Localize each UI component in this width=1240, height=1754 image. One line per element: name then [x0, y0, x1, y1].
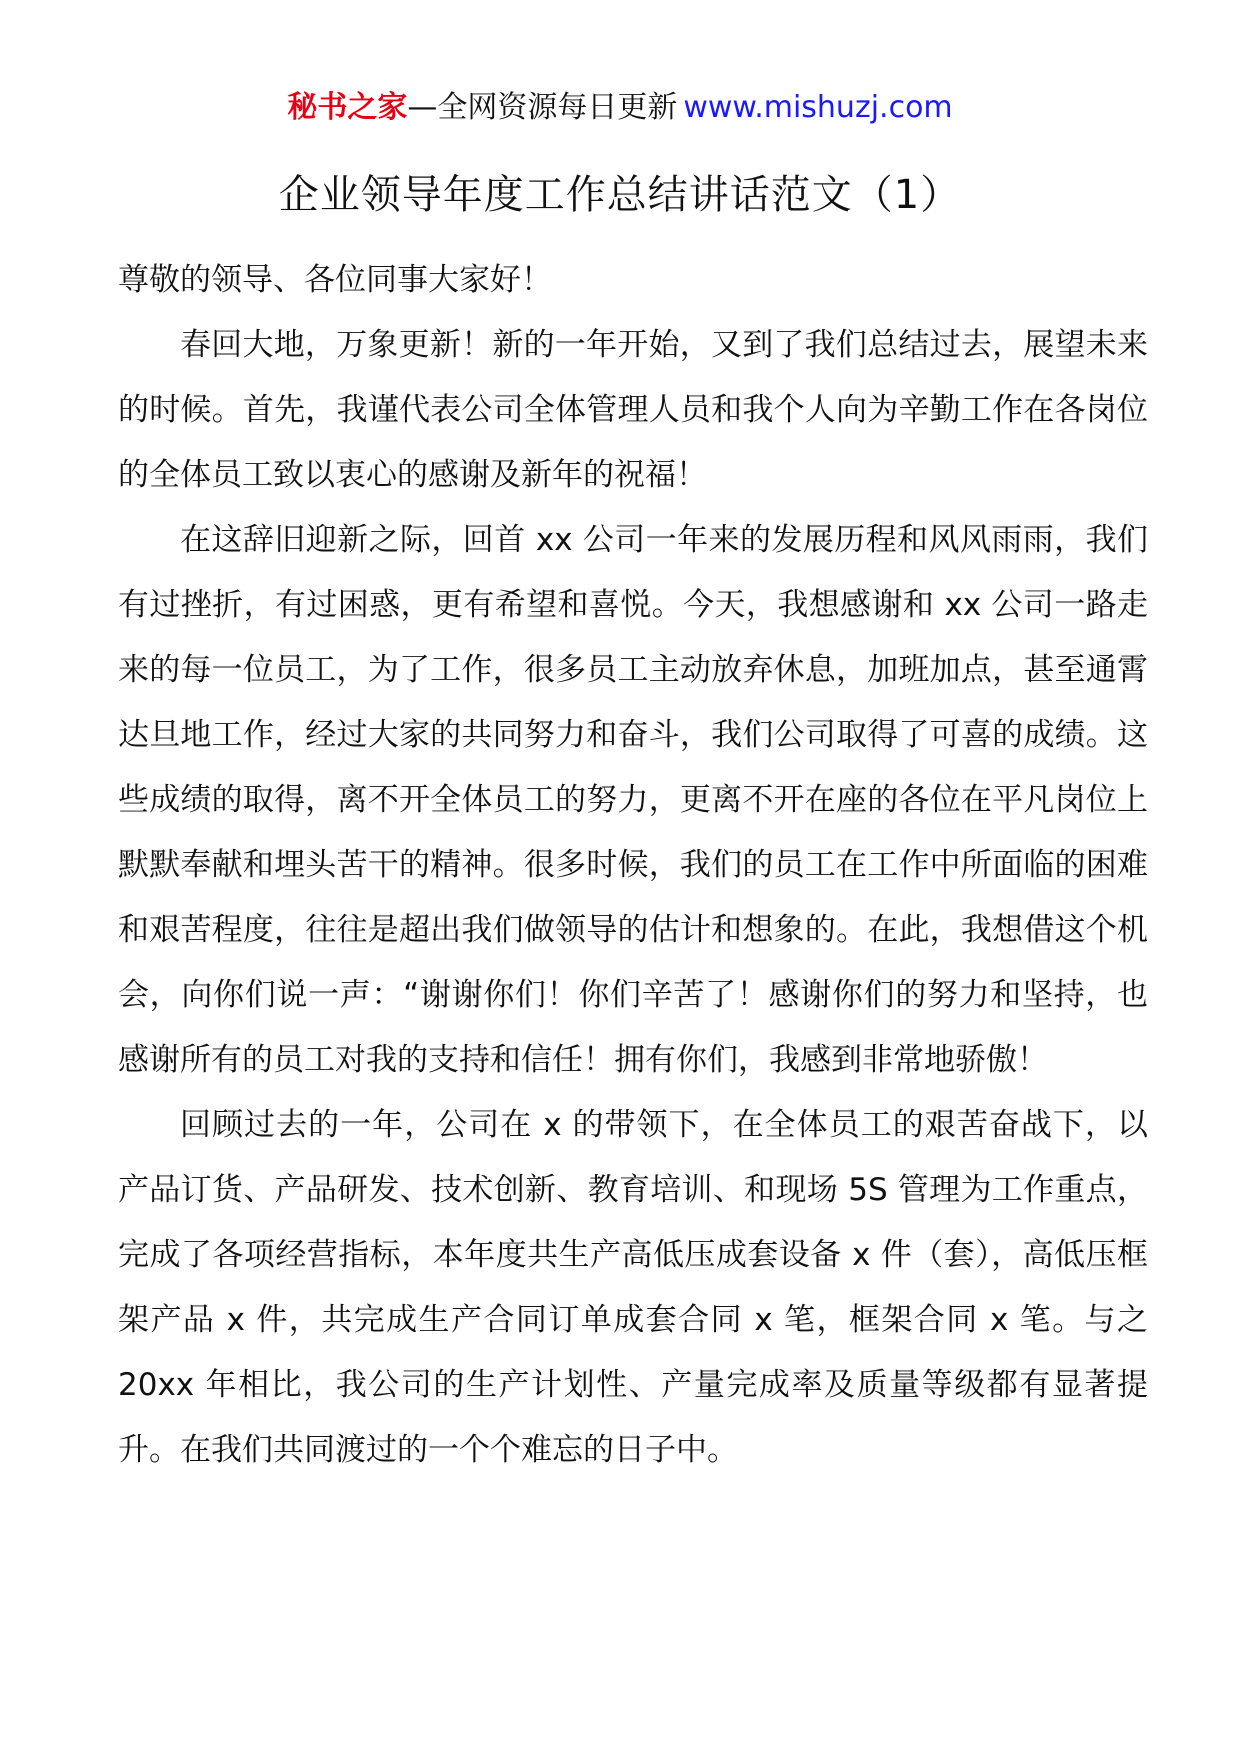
body-paragraph-2: 在这辞旧迎新之际，回首 xx 公司一年来的发展历程和风风雨雨，我们有过挫折，有过困惑，更有希望和喜悦。今天，我想感谢和 xx 公司一路走来的每一位员工，为了工作，很多员工主动放弃休息，加班加点，甚至通霄达旦地工作，经过大家的共同努力和奋斗，我们公司取得了可喜的成绩。这些成绩的取得，离不开全体员工的努力，更离不开在座的各位在平凡岗位上默默奉献和埋头苦干的精神。很多时候，我们的员工在工作中所面临的困难和艰苦程度，往往是超出我们做领导的估计和想象的。在此，我想借这个机会，向你们说一声：“谢谢你们！你们辛苦了！感谢你们的努力和坚持，也感谢所有的员工对我的支持和信任！拥有你们，我感到非常地骄傲！: [118, 522, 1148, 1078]
brand-name: 秘书之家: [287, 90, 408, 125]
site-url-link[interactable]: www.mishuzj.com: [683, 90, 953, 125]
site-header: [0, 88, 1240, 128]
body-paragraph-1: 春回大地，万象更新！新的一年开始，又到了我们总结过去，展望未来的时候。首先，我谨代表公司全体管理人员和我个人向为辛勤工作在各岗位的全体员工致以衷心的感谢及新年的祝福！: [118, 327, 1148, 493]
site-tagline: —全网资源每日更新: [407, 90, 678, 125]
greeting-line: 尊敬的领导、各位同事大家好！: [118, 262, 552, 298]
document-body: [118, 248, 1148, 1483]
body-paragraph-3: 回顾过去的一年，公司在 x 的带领下，在全体员工的艰苦奋战下，以产品订货、产品研发、技术创新、教育培训、和现场 5S 管理为工作重点，完成了各项经营指标，本年度共生产高低压成套设备 x 件（套），高低压框架产品 x 件，共完成生产合同订单成套合同 x 笔，框架合同 x 笔。与之 20xx 年相比，我公司的生产计划性、产量完成率及质量等级都有显著提升。在我们共同渡过的一个个难忘的日子中。: [118, 1107, 1148, 1468]
document-title: 企业领导年度工作总结讲话范文（1）: [278, 172, 962, 218]
